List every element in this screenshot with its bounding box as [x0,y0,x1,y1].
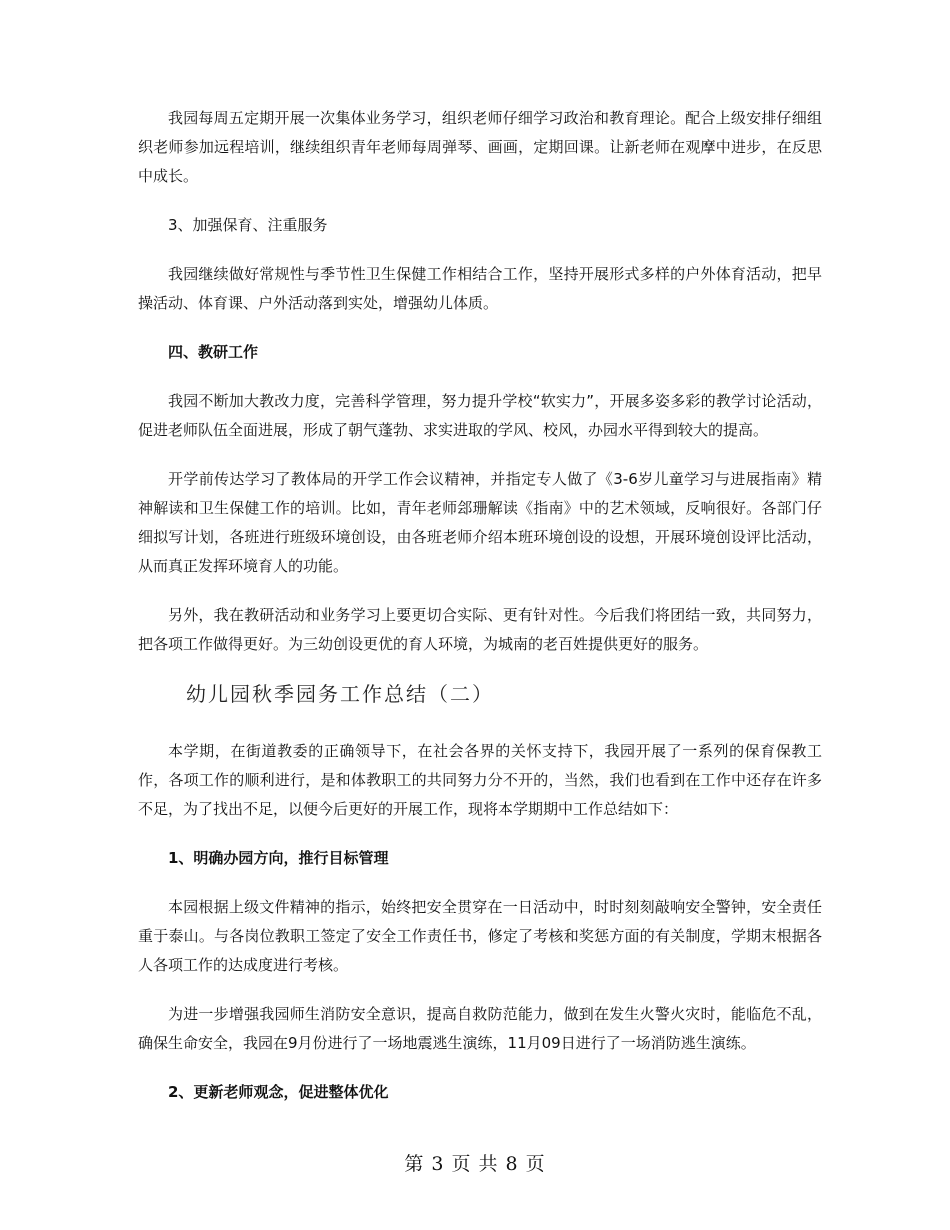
section-heading-research: 四、教研工作 [168,343,259,361]
subheading-care-service: 3、加强保育、注重服务 [168,216,328,234]
section-heading-teacher-concept: 2、更新老师观念，促进整体优化 [168,1083,389,1101]
paragraph-conclusion: 另外，我在教研活动和业务学习上要更切合实际、更有针对性。今后我们将团结一致，共同努力，把各项工作做得更好。为三幼创设更优的育人环境，为城南的老百姓提供更好的服务。 [138,606,822,653]
section-heading-direction: 1、明确办园方向，推行目标管理 [168,849,389,867]
paragraph-reform: 我园不断加大教改力度，完善科学管理，努力提升学校“软实力”，开展多姿多彩的教学讨论活动，促进老师队伍全面进展，形成了朝气蓬勃、求实进取的学风、校风，办园水平得到较大的提高。 [138,392,822,439]
paragraph-safety: 本园根据上级文件精神的指示，始终把安全贯穿在一日活动中，时时刻刻敲响安全警钟，安全责任重于泰山。与各岗位教职工签定了安全工作责任书，修定了考核和奖惩方面的有关制度，学期末根据各人各项工作的达成度进行考核。 [138,898,822,974]
paragraph-intro: 本学期，在街道教委的正确领导下，在社会各界的关怀支持下，我园开展了一系列的保育保教工作，各项工作的顺利进行，是和体教职工的共同努力分不开的，当然，我们也看到在工作中还存在许多不足，为了找出不足，以便今后更好的开展工作，现将本学期期中工作总结如下： [138,742,822,818]
page-number-footer: 第 3 页 共 8 页 [404,1153,546,1175]
paragraph-guide-training: 开学前传达学习了教体局的开学工作会议精神，并指定专人做了《3-6岁儿童学习与进展指南》精神解读和卫生保健工作的培训。比如，青年老师郐珊解读《指南》中的艺术领域，反响很好。各部门仔细拟写计划，各班进行班级环境创设，由各班老师介绍本班环境创设的设想，开展环境创设评比活动，从而真正发挥环境育人的功能。 [138,470,822,575]
paragraph-study: 我园每周五定期开展一次集体业务学习，组织老师仔细学习政治和教育理论。配合上级安排仔细组织老师参加远程培训，继续组织青年老师每周弹琴、画画，定期回课。让新老师在观摩中进步，在反思中成长。 [138,109,822,185]
paragraph-health: 我园继续做好常规性与季节性卫生保健工作相结合工作，坚持开展形式多样的户外体育活动，把早操活动、体育课、户外活动落到实处，增强幼儿体质。 [138,265,822,312]
document-body [138,104,822,1127]
document-title: 幼儿园秋季园务工作总结（二） [186,682,494,706]
paragraph-fire-drill: 为进一步增强我园师生消防安全意识，提高自救防范能力，做到在发生火警火灾时，能临危不乱，确保生命安全，我园在9月份进行了一场地震逃生演练，11月09日进行了一场消防逃生演练。 [138,1005,822,1052]
